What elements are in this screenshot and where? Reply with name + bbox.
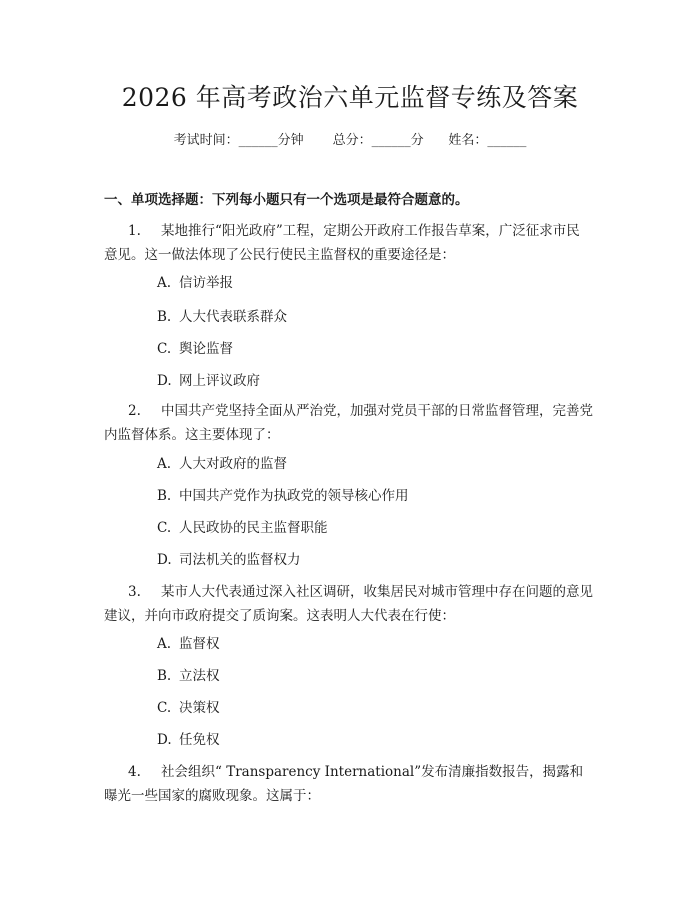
option-d (157, 548, 301, 572)
name-blank: ______ (487, 133, 527, 148)
option-letter: A. (157, 456, 172, 472)
score-label: 总分： (332, 133, 372, 148)
question-3 (104, 580, 604, 628)
option-text: 人大对政府的监督 (179, 456, 287, 472)
option-a (157, 632, 220, 656)
question-stem-line2: 内监督体系。这主要体现了： (104, 427, 280, 443)
option-letter: D. (157, 373, 172, 389)
option-c (157, 516, 328, 540)
section-heading: 一、单项选择题：下列每小题只有一个选项是最符合题意的。 (104, 192, 469, 208)
exam-meta (0, 131, 700, 151)
question-stem-line2: 曝光一些国家的腐败现象。这属于： (104, 788, 320, 804)
document-title: 2026 年高考政治六单元监督专练及答案 (121, 83, 579, 112)
option-a (157, 271, 233, 295)
question-stem-line1: 某市人大代表通过深入社区调研，收集居民对城市管理中存在问题的意见 (161, 584, 593, 600)
question-4 (104, 760, 604, 808)
option-c (157, 696, 220, 720)
option-text: 网上评议政府 (179, 373, 260, 389)
option-b (157, 664, 220, 688)
option-letter: C. (157, 341, 172, 357)
option-c (157, 337, 233, 361)
option-letter: B. (157, 309, 172, 325)
option-text: 立法权 (179, 668, 220, 684)
name-label: 姓名： (448, 133, 488, 148)
question-number: 3. (128, 584, 141, 600)
option-text: 人大代表联系群众 (179, 309, 287, 325)
option-b (157, 305, 287, 329)
question-stem-line2: 建议，并向市政府提交了质询案。这表明人大代表在行使： (104, 608, 455, 624)
question-stem-line1: 某地推行“阳光政府”工程，定期公开政府工作报告草案，广泛征求市民 (161, 223, 580, 239)
option-text: 监督权 (179, 636, 220, 652)
option-text: 信访举报 (179, 275, 233, 291)
question-number: 2. (128, 403, 141, 419)
time-blank: ______ (238, 133, 278, 148)
option-b (157, 484, 409, 508)
score-blank: ______ (371, 133, 411, 148)
time-unit: 分钟 (277, 133, 304, 148)
option-letter: B. (157, 488, 172, 504)
question-stem-line2: 意见。这一做法体现了公民行使民主监督权的重要途径是： (104, 247, 455, 263)
question-1 (104, 219, 604, 267)
option-d (157, 369, 260, 393)
option-letter: B. (157, 668, 172, 684)
option-a (157, 452, 287, 476)
option-letter: D. (157, 732, 172, 748)
option-letter: A. (157, 275, 172, 291)
time-label: 考试时间： (173, 133, 239, 148)
question-stem-line1: 中国共产党坚持全面从严治党，加强对党员干部的日常监督管理，完善党 (161, 403, 593, 419)
option-text: 司法机关的监督权力 (179, 552, 301, 568)
question-number: 1. (128, 223, 141, 239)
option-text: 人民政协的民主监督职能 (179, 520, 328, 536)
question-stem-line1: 社会组织“ Transparency International”发布清廉指数报告，揭露和 (161, 764, 584, 780)
question-2 (104, 399, 604, 447)
option-letter: C. (157, 520, 172, 536)
option-text: 舆论监督 (179, 341, 233, 357)
score-unit: 分 (410, 133, 424, 148)
option-letter: C. (157, 700, 172, 716)
option-letter: D. (157, 552, 172, 568)
option-d (157, 728, 220, 752)
option-letter: A. (157, 636, 172, 652)
question-number: 4. (128, 764, 141, 780)
option-text: 决策权 (179, 700, 220, 716)
option-text: 中国共产党作为执政党的领导核心作用 (179, 488, 409, 504)
option-text: 任免权 (179, 732, 220, 748)
